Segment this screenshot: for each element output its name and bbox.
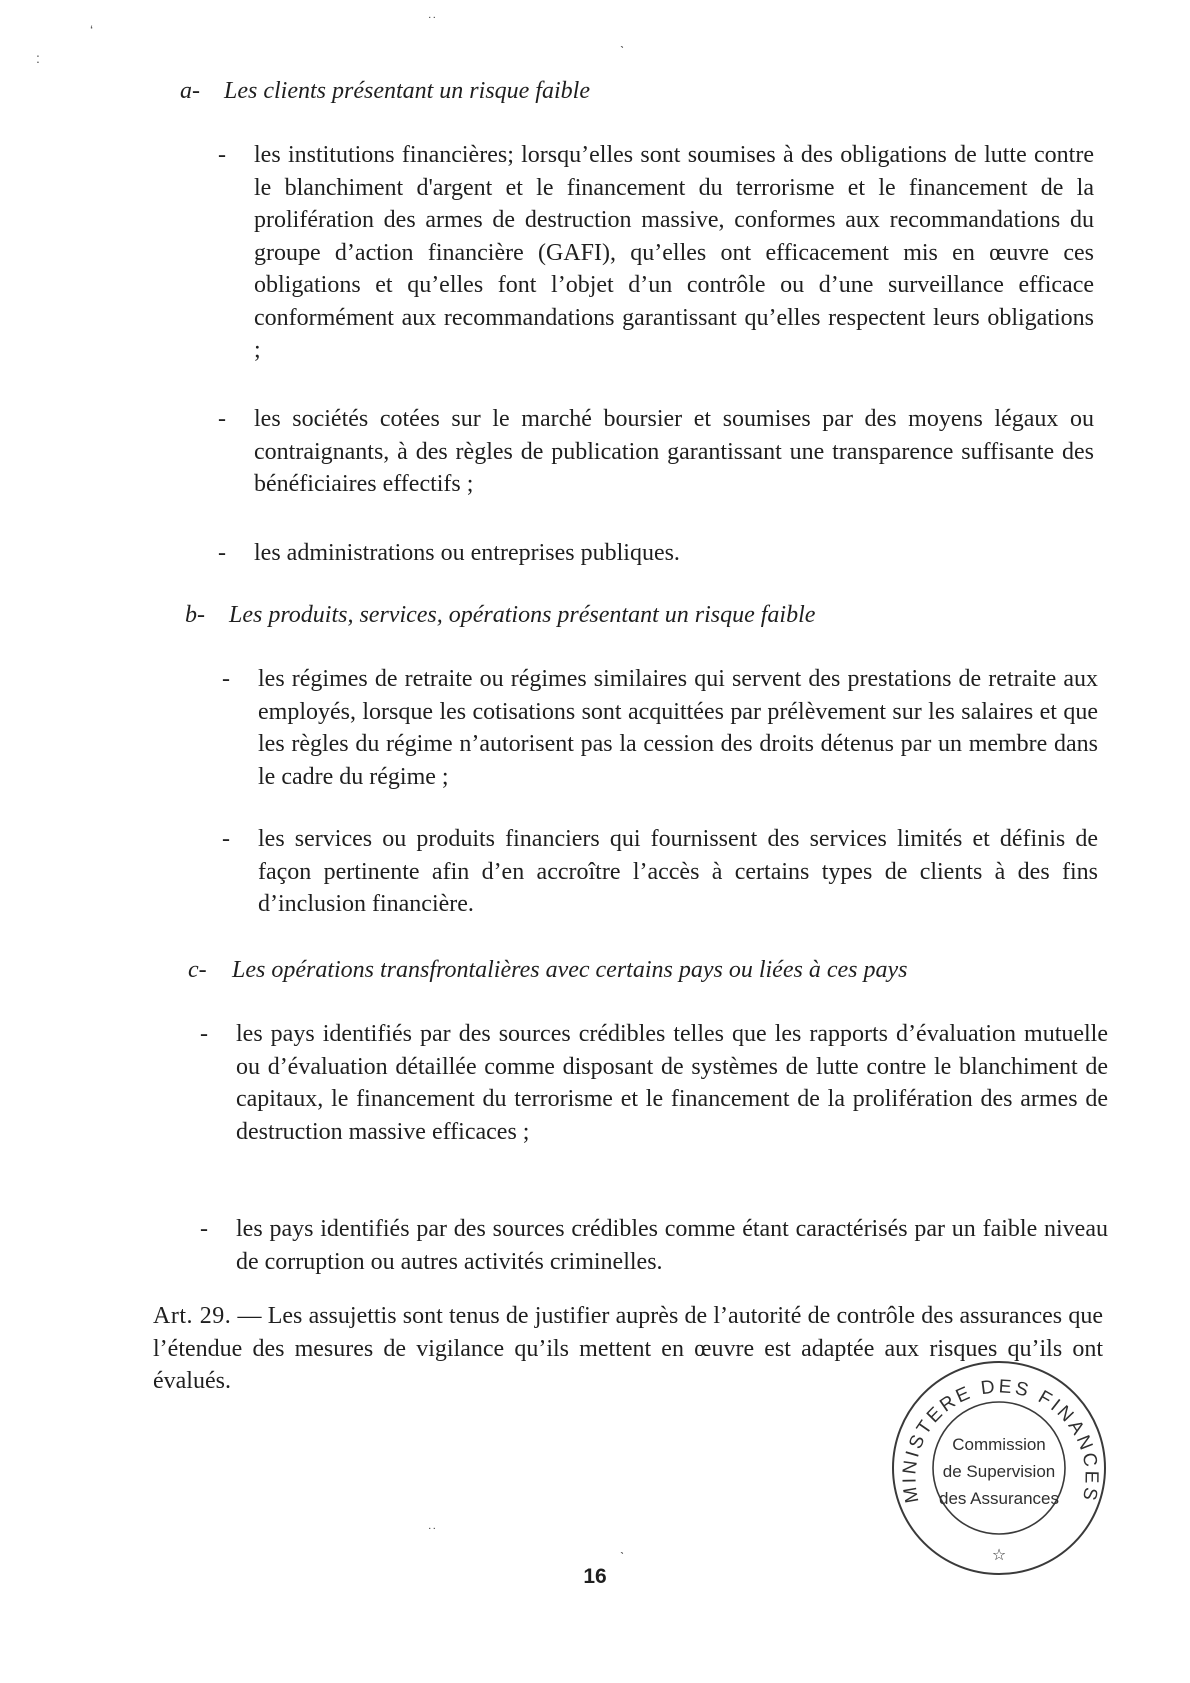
bullet-dash: - bbox=[218, 406, 226, 432]
section-letter: b- bbox=[185, 602, 205, 628]
stamp-line-3: des Assurances bbox=[938, 1489, 1060, 1508]
bullet-dash: - bbox=[222, 666, 230, 692]
page-number: 16 bbox=[583, 1565, 607, 1588]
section-a-heading bbox=[180, 76, 590, 106]
list-item-text: les sociétés cotées sur le marché boursier et soumises par des moyens légaux ou contraignants, à des règles de publication garantissant une transparence suffisante des bénéficiaires effectifs ; bbox=[254, 406, 1094, 497]
scan-speck: : bbox=[36, 50, 40, 66]
bullet-dash: - bbox=[218, 540, 226, 566]
article-label: Art. 29. bbox=[153, 1303, 232, 1329]
article-separator: — bbox=[237, 1303, 262, 1329]
scan-speck: ˎ bbox=[620, 32, 625, 48]
stamp-outer-text: MINISTERE DES FINANCES bbox=[899, 1376, 1102, 1505]
scan-speck: ˙˙ bbox=[428, 14, 438, 30]
section-c-heading bbox=[188, 955, 907, 985]
stamp-line-2: de Supervision bbox=[942, 1462, 1056, 1481]
list-item-text: les institutions financières; lorsqu’elles sont soumises à des obligations de lutte contre le blanchiment d'argent et le financement du terrorisme et le financement de la prolifération des armes de destruction massive, conformes aux recommandations du groupe d’action financière (GAFI), qu’elles ont efficacement mis en œuvre ces obligations et qu’elles font l’objet d’un contrôle ou d’une surveillance efficace conformément aux recommandations garantissant qu’elles respectent leurs obligations ; bbox=[254, 142, 1094, 363]
list-item-text: les administrations ou entreprises publiques. bbox=[254, 540, 680, 566]
list-item bbox=[222, 823, 1098, 921]
list-item-text: les services ou produits financiers qui fournissent des services limités et définis de façon pertinente afin d’en accroître l’accès à certains types de clients à des fins d’inclusion financière. bbox=[258, 826, 1098, 917]
official-stamp bbox=[888, 1357, 1110, 1579]
article-text: Les assujettis sont tenus de justifier auprès de l’autorité de contrôle des assurances que l’étendue des mesures de vigilance qu’ils mettent en œuvre est adaptée aux risques qu’ils ont évalués. bbox=[153, 1303, 1104, 1394]
bullet-dash: - bbox=[200, 1021, 208, 1047]
section-title: Les opérations transfrontalières avec certains pays ou liées à ces pays bbox=[232, 957, 908, 983]
bullet-dash: - bbox=[222, 826, 230, 852]
list-item bbox=[218, 139, 1094, 367]
list-item bbox=[218, 403, 1094, 501]
list-item-text: les pays identifiés par des sources crédibles comme étant caractérisés par un faible niveau de corruption ou autres activités criminelles. bbox=[236, 1216, 1108, 1275]
list-item bbox=[222, 663, 1098, 793]
list-item-text: les pays identifiés par des sources crédibles telles que les rapports d’évaluation mutuelle ou d’évaluation détaillée comme disposant de systèmes de lutte contre le blanchiment de capitaux, le financement du terrorisme et le financement de la prolifération des armes de destruction massive efficaces ; bbox=[236, 1021, 1108, 1145]
scan-speck: ˎ bbox=[620, 1538, 625, 1554]
list-item bbox=[218, 537, 1094, 570]
section-letter: a- bbox=[180, 78, 200, 104]
section-letter: c- bbox=[188, 957, 207, 983]
scan-speck: ‘ bbox=[90, 22, 94, 38]
bullet-dash: - bbox=[200, 1216, 208, 1242]
section-b-heading bbox=[185, 600, 815, 630]
bullet-dash: - bbox=[218, 142, 226, 168]
stamp-line-1: Commission bbox=[952, 1435, 1046, 1454]
star-icon: ☆ bbox=[991, 1545, 1007, 1564]
scan-speck: ˙˙ bbox=[428, 1525, 438, 1541]
section-title: Les clients présentant un risque faible bbox=[224, 78, 590, 104]
list-item-text: les régimes de retraite ou régimes similaires qui servent des prestations de retraite aux employés, lorsque les cotisations sont acquittées par prélèvement sur les salaires et que les règles du régime n’autorisent pas la cession des droits détenus par un membre dans le cadre du régime ; bbox=[258, 666, 1098, 790]
section-title: Les produits, services, opérations présentant un risque faible bbox=[229, 602, 816, 628]
list-item bbox=[200, 1018, 1108, 1148]
list-item bbox=[200, 1213, 1108, 1278]
